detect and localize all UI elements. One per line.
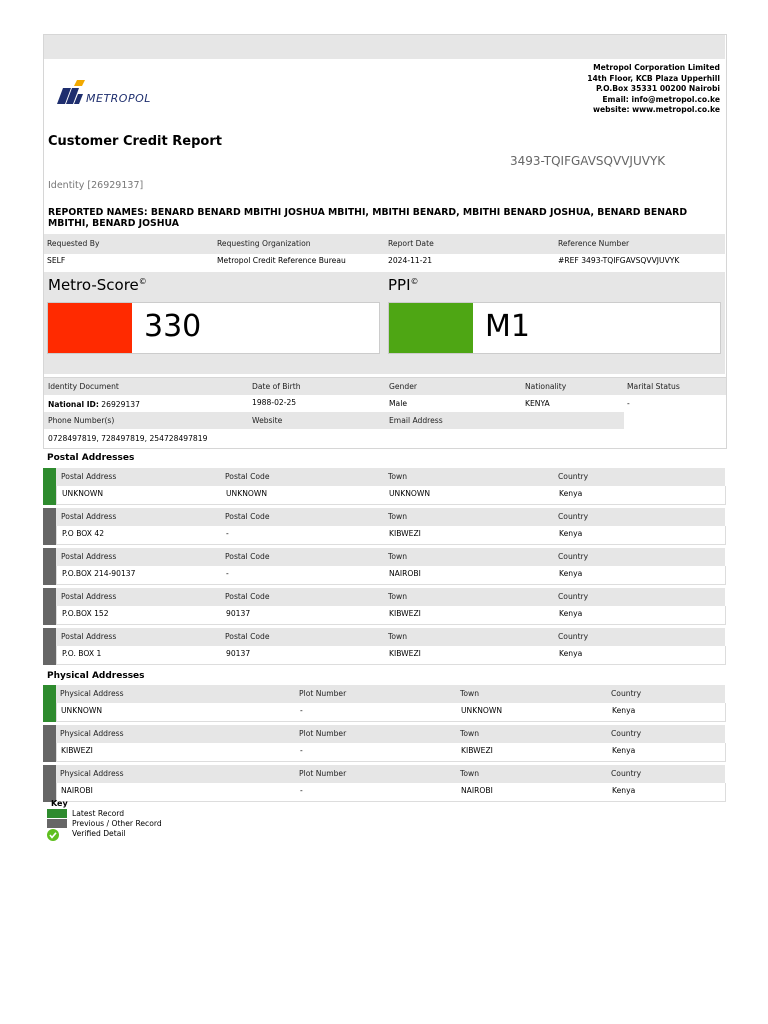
company-floor: 14th Floor, KCB Plaza Upperhill — [587, 73, 720, 83]
requested-by-value: SELF — [47, 256, 66, 265]
nationality-label: Nationality — [525, 382, 567, 391]
marital-status-label: Marital Status — [627, 382, 680, 391]
postal-address-row — [43, 588, 725, 625]
postal-address-value-cell: UNKNOWN — [226, 489, 268, 498]
physical-address-value-cell: KIBWEZI — [61, 746, 93, 755]
postal-address-values — [56, 526, 726, 545]
postal-addresses-title: Postal Addresses — [47, 453, 135, 463]
postal-address-value-cell: P.O. BOX 1 — [62, 649, 102, 658]
national-id-label: National ID: — [48, 400, 99, 409]
ppi-value: M1 — [485, 309, 530, 344]
ppi-copyright: © — [410, 277, 419, 286]
postal-address-header-cell: Postal Address — [61, 512, 117, 521]
postal-address-header-cell: Postal Code — [225, 592, 270, 601]
postal-address-header-cell: Postal Address — [61, 472, 117, 481]
metropol-logo-icon — [57, 80, 85, 104]
physical-address-header-cell: Town — [460, 729, 480, 738]
previous-record-marker — [43, 765, 56, 802]
requesting-org-label: Requesting Organization — [217, 239, 311, 248]
nationality-value: KENYA — [525, 399, 550, 408]
postal-address-header — [56, 508, 725, 526]
metro-score-value: 330 — [144, 309, 202, 344]
physical-address-value-cell: Kenya — [612, 746, 636, 755]
gender-value: Male — [389, 399, 407, 408]
physical-address-value-cell: - — [300, 706, 303, 715]
ppi-title-text: PPI — [388, 276, 411, 294]
reference-code: 3493-TQIFGAVSQVVJUVYK — [510, 154, 666, 168]
physical-address-value-cell: - — [300, 746, 303, 755]
previous-record-label: Previous / Other Record — [72, 819, 162, 828]
reference-number-label: Reference Number — [558, 239, 630, 248]
metro-copyright: © — [138, 277, 147, 286]
physical-address-header-cell: Town — [460, 769, 480, 778]
physical-address-values — [56, 703, 726, 722]
logo-text: METROPOL — [86, 92, 151, 105]
postal-address-value-cell: Kenya — [559, 609, 583, 618]
postal-address-values — [56, 606, 726, 625]
identity-table — [43, 377, 727, 449]
physical-address-header-cell: Plot Number — [299, 769, 347, 778]
previous-record-marker — [43, 725, 56, 762]
physical-address-header-cell: Physical Address — [60, 689, 124, 698]
metro-score-swatch — [48, 303, 132, 353]
phone-value: 0728497819, 728497819, 254728497819 — [48, 434, 208, 443]
postal-address-header-cell: Postal Code — [225, 512, 270, 521]
physical-addresses-title: Physical Addresses — [47, 671, 145, 681]
company-address — [587, 63, 720, 116]
marital-status-value: - — [627, 399, 630, 408]
postal-address-header-cell: Town — [388, 552, 408, 561]
postal-address-value-cell: Kenya — [559, 649, 583, 658]
postal-address-header-cell: Town — [388, 472, 408, 481]
postal-address-header-cell: Country — [558, 592, 589, 601]
postal-address-header-cell: Postal Address — [61, 592, 117, 601]
postal-address-header-cell: Country — [558, 552, 589, 561]
contact-header-row — [44, 412, 624, 429]
previous-record-marker — [43, 628, 56, 665]
request-value-row — [44, 254, 725, 268]
physical-address-header-cell: Country — [611, 769, 642, 778]
previous-record-swatch — [47, 819, 67, 828]
dob-value: 1988-02-25 — [252, 398, 297, 407]
physical-address-values — [56, 743, 726, 762]
metro-score-title-text: Metro-Score — [48, 276, 139, 294]
postal-address-header — [56, 548, 725, 566]
national-id-number: 26929137 — [101, 400, 140, 409]
metro-score-title — [48, 276, 147, 294]
physical-address-value-cell: Kenya — [612, 706, 636, 715]
identity-document-label: Identity Document — [48, 382, 119, 391]
physical-address-row — [43, 725, 725, 762]
latest-record-marker — [43, 468, 56, 505]
physical-address-header — [56, 685, 725, 703]
previous-record-marker — [43, 548, 56, 585]
identity-line: Identity [26929137] — [48, 180, 144, 191]
company-email: Email: info@metropol.co.ke — [602, 94, 720, 104]
postal-address-values — [56, 486, 726, 505]
ppi-title — [388, 276, 419, 294]
postal-address-header-cell: Postal Address — [61, 632, 117, 641]
reported-names: REPORTED NAMES: BENARD BENARD MBITHI JOSHUA MBITHI, MBITHI BENARD, MBITHI BENARD JOSHUA, BENARD BENARD MBITHI, BENARD JOSHUA — [48, 207, 688, 229]
physical-address-row — [43, 685, 725, 722]
postal-address-header-cell: Town — [388, 512, 408, 521]
verified-check-icon — [47, 829, 59, 841]
postal-address-value-cell: KIBWEZI — [389, 529, 421, 538]
national-id-value — [48, 400, 140, 409]
verified-detail-label: Verified Detail — [72, 829, 126, 838]
score-panel — [44, 272, 725, 374]
postal-address-header — [56, 468, 725, 486]
request-header-row — [44, 234, 725, 254]
physical-address-header-cell: Country — [611, 729, 642, 738]
previous-record-marker — [43, 588, 56, 625]
company-website: website: www.metropol.co.ke — [592, 105, 720, 115]
company-box: P.O.Box 35331 00200 Nairobi — [596, 84, 720, 94]
report-title: Customer Credit Report — [48, 134, 222, 149]
website-label: Website — [252, 416, 283, 425]
postal-address-header-cell: Postal Code — [225, 552, 270, 561]
postal-address-header-cell: Country — [558, 632, 589, 641]
key-title: Key — [51, 799, 68, 808]
postal-address-value-cell: KIBWEZI — [389, 609, 421, 618]
latest-record-swatch — [47, 809, 67, 818]
phone-label: Phone Number(s) — [48, 416, 115, 425]
postal-address-value-cell: Kenya — [559, 489, 583, 498]
postal-address-header-cell: Postal Code — [225, 632, 270, 641]
latest-record-label: Latest Record — [72, 809, 125, 818]
postal-address-value-cell: UNKNOWN — [389, 489, 431, 498]
ppi-box — [388, 302, 721, 354]
physical-address-value-cell: Kenya — [612, 786, 636, 795]
physical-address-header — [56, 765, 725, 783]
metro-score-box — [47, 302, 380, 354]
postal-address-header-cell: Postal Address — [61, 552, 117, 561]
postal-address-header — [56, 628, 725, 646]
requesting-org-value: Metropol Credit Reference Bureau — [217, 256, 346, 265]
postal-address-row — [43, 508, 725, 545]
identity-header-row — [44, 378, 726, 395]
postal-address-header-cell: Country — [558, 512, 589, 521]
postal-address-header-cell: Country — [558, 472, 589, 481]
postal-address-value-cell: NAIROBI — [389, 569, 421, 578]
physical-address-value-cell: KIBWEZI — [461, 746, 493, 755]
postal-address-values — [56, 646, 726, 665]
physical-address-value-cell: UNKNOWN — [461, 706, 503, 715]
postal-address-row — [43, 628, 725, 665]
postal-address-value-cell: KIBWEZI — [389, 649, 421, 658]
postal-address-value-cell: P.O.BOX 152 — [62, 609, 109, 618]
physical-address-value-cell: UNKNOWN — [61, 706, 103, 715]
physical-address-header-cell: Physical Address — [60, 769, 124, 778]
physical-address-header-cell: Plot Number — [299, 729, 347, 738]
physical-address-header-cell: Physical Address — [60, 729, 124, 738]
reference-number-value: #REF 3493-TQIFGAVSQVVJUVYK — [558, 256, 680, 265]
postal-address-value-cell: - — [226, 569, 229, 578]
postal-address-value-cell: 90137 — [226, 649, 251, 658]
postal-address-value-cell: Kenya — [559, 529, 583, 538]
postal-address-header-cell: Postal Code — [225, 472, 270, 481]
postal-address-value-cell: P.O BOX 42 — [62, 529, 105, 538]
physical-address-row — [43, 765, 725, 802]
physical-address-values — [56, 783, 726, 802]
report-date-label: Report Date — [388, 239, 434, 248]
physical-address-value-cell: - — [300, 786, 303, 795]
postal-address-value-cell: 90137 — [226, 609, 251, 618]
previous-record-marker — [43, 508, 56, 545]
physical-address-value-cell: NAIROBI — [61, 786, 93, 795]
postal-address-header — [56, 588, 725, 606]
postal-address-header-cell: Town — [388, 592, 408, 601]
postal-address-value-cell: Kenya — [559, 569, 583, 578]
postal-address-header-cell: Town — [388, 632, 408, 641]
physical-address-value-cell: NAIROBI — [461, 786, 493, 795]
company-name: Metropol Corporation Limited — [593, 63, 720, 72]
physical-address-header-cell: Plot Number — [299, 689, 347, 698]
postal-address-value-cell: UNKNOWN — [62, 489, 104, 498]
postal-address-value-cell: - — [226, 529, 229, 538]
report-date-value: 2024-11-21 — [388, 256, 433, 265]
postal-address-row — [43, 468, 725, 505]
latest-record-marker — [43, 685, 56, 722]
requested-by-label: Requested By — [47, 239, 100, 248]
ppi-swatch — [389, 303, 473, 353]
gender-label: Gender — [389, 382, 417, 391]
postal-address-values — [56, 566, 726, 585]
postal-address-row — [43, 548, 725, 585]
physical-address-header-cell: Town — [460, 689, 480, 698]
physical-address-header-cell: Country — [611, 689, 642, 698]
dob-label: Date of Birth — [252, 382, 301, 391]
postal-address-value-cell: P.O.BOX 214-90137 — [62, 569, 136, 578]
email-label: Email Address — [389, 416, 443, 425]
top-bar — [44, 35, 725, 59]
physical-address-header — [56, 725, 725, 743]
